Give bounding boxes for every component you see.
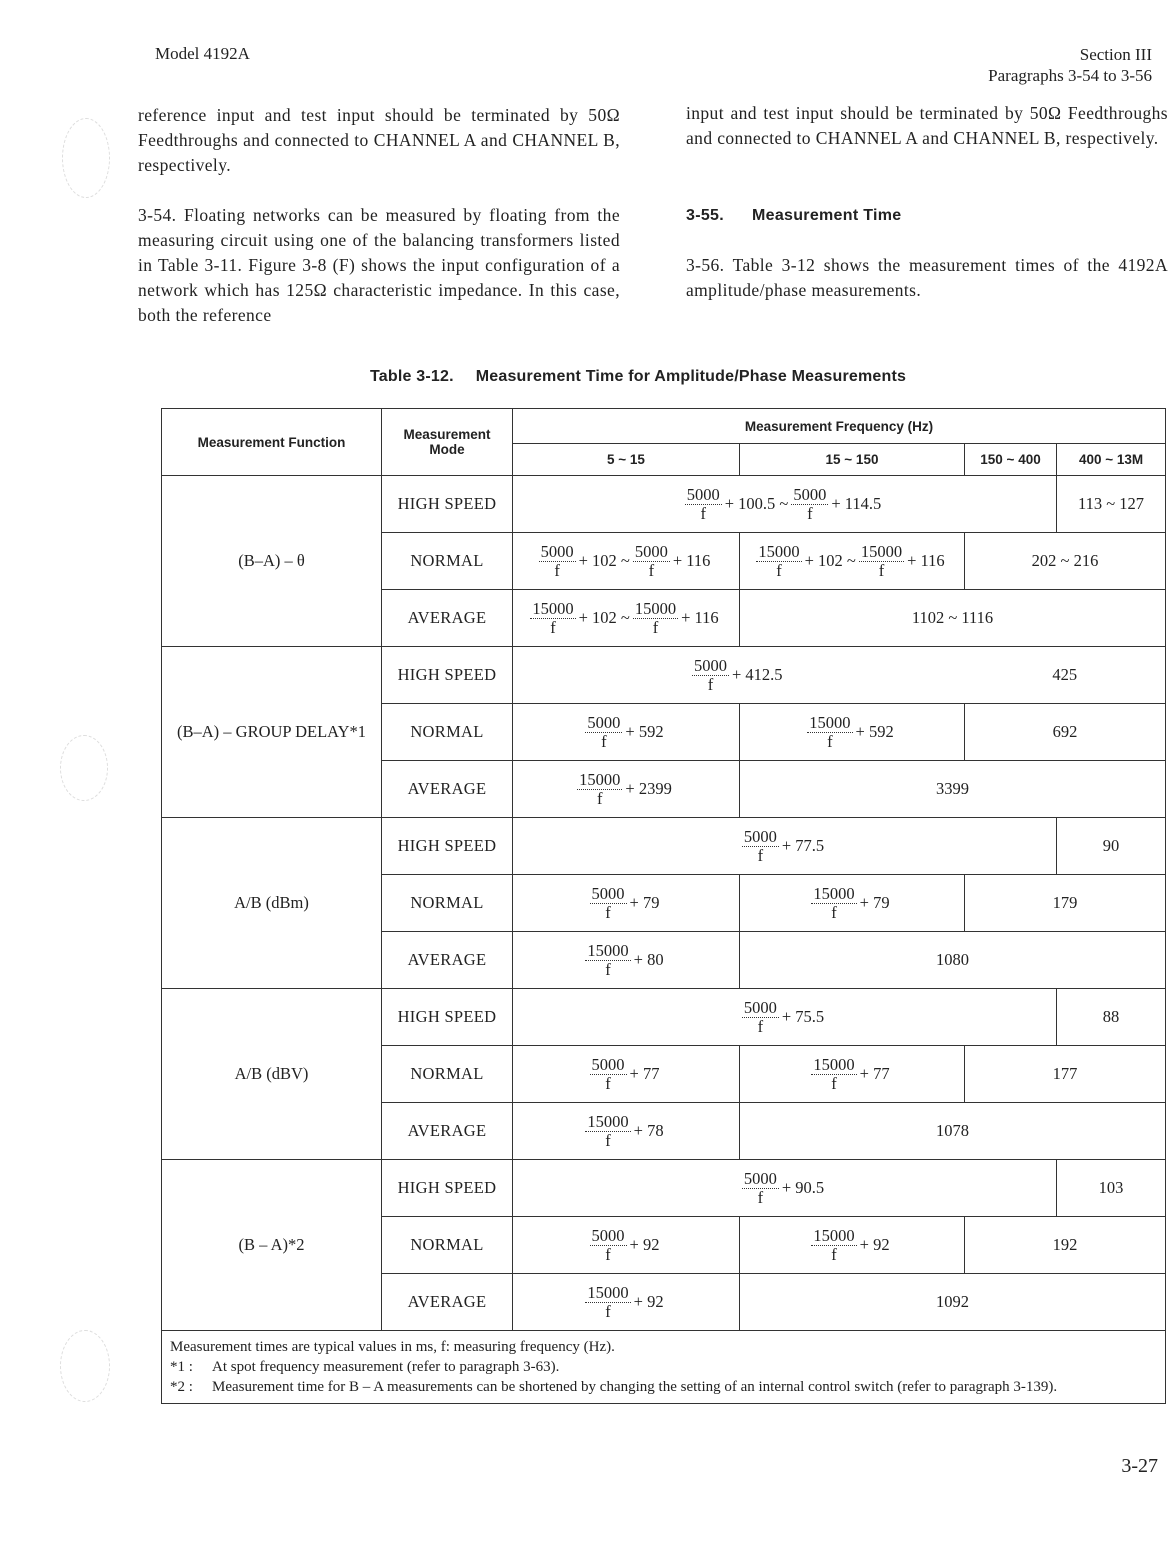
mode-normal: NORMAL (382, 533, 513, 590)
time-cell: 425 (965, 647, 1166, 704)
page-number: 3-27 (1121, 1455, 1158, 1477)
mode-average: AVERAGE (382, 932, 513, 989)
punch-hole-mark (60, 1330, 110, 1402)
time-cell: 113 ~ 127 (1057, 476, 1166, 533)
mode-high-speed: HIGH SPEED (382, 818, 513, 875)
time-cell: $\frac{5000}{f}$ + 102 ~ $\frac{5000}{f}$ + 116 (513, 533, 740, 590)
section-heading (686, 203, 1168, 228)
time-cell: $\frac{15000}{f}$ + 78 (513, 1103, 740, 1160)
mode-high-speed: HIGH SPEED (382, 647, 513, 704)
header-paragraphs: Paragraphs 3-54 to 3-56 (988, 66, 1152, 85)
note-1: *1 : At spot frequency measurement (refer to paragraph 3-63). (170, 1359, 560, 1375)
header-range-15-150: 15 ~ 150 (740, 444, 965, 476)
header-section-title: Section III (1079, 45, 1152, 64)
mode-normal: NORMAL (382, 704, 513, 761)
time-cell: $\frac{5000}{f}$ + 92 (513, 1217, 740, 1274)
left-para-1: reference input and test input should be terminated by 50Ω Feedthroughs and connected to CHANNEL A and CHANNEL B, respectively. (138, 105, 620, 175)
right-para-1: input and test input should be terminated by 50Ω Feedthroughs and connected to CHANNEL A and CHANNEL B, respectively. (686, 103, 1168, 148)
punch-hole-mark (60, 735, 108, 801)
time-cell: $\frac{15000}{f}$ + 2399 (513, 761, 740, 818)
time-cell: 88 (1057, 989, 1166, 1046)
table-title (370, 368, 906, 386)
mode-normal: NORMAL (382, 875, 513, 932)
time-cell: 179 (965, 875, 1166, 932)
header-frequency: Measurement Frequency (Hz) (513, 409, 1166, 444)
mode-high-speed: HIGH SPEED (382, 476, 513, 533)
time-cell: $\frac{15000}{f}$ + 92 (740, 1217, 965, 1274)
time-cell: 202 ~ 216 (965, 533, 1166, 590)
time-cell: 692 (965, 704, 1166, 761)
time-cell: $\frac{5000}{f}$ + 412.5 (513, 647, 965, 704)
time-cell: $\frac{15000}{f}$ + 102 ~ $\frac{15000}{f}$ + 116 (740, 533, 965, 590)
mode-normal: NORMAL (382, 1046, 513, 1103)
function-b-a-theta: (B–A) – θ (162, 476, 382, 647)
time-cell: 90 (1057, 818, 1166, 875)
mode-average: AVERAGE (382, 590, 513, 647)
time-cell: 103 (1057, 1160, 1166, 1217)
time-cell: $\frac{15000}{f}$ + 92 (513, 1274, 740, 1331)
time-cell: 1078 (740, 1103, 1166, 1160)
table-notes (162, 1331, 1166, 1404)
time-cell: $\frac{5000}{f}$ + 77 (513, 1046, 740, 1103)
header-mode: Measurement Mode (382, 409, 513, 476)
time-cell: 1102 ~ 1116 (740, 590, 1166, 647)
time-cell: $\frac{5000}{f}$ + 79 (513, 875, 740, 932)
time-cell: $\frac{5000}{f}$ + 100.5 ~ $\frac{5000}{f}$ + 114.5 (513, 476, 1057, 533)
header-range-5-15: 5 ~ 15 (513, 444, 740, 476)
mode-average: AVERAGE (382, 1274, 513, 1331)
time-cell: $\frac{5000}{f}$ + 75.5 (513, 989, 1057, 1046)
mode-high-speed: HIGH SPEED (382, 989, 513, 1046)
time-cell: 3399 (740, 761, 1166, 818)
table-caption: Measurement Time for Amplitude/Phase Measurements (475, 368, 907, 385)
right-column (686, 101, 1168, 303)
time-cell: $\frac{5000}{f}$ + 90.5 (513, 1160, 1057, 1217)
header-function: Measurement Function (162, 409, 382, 476)
time-cell: $\frac{15000}{f}$ + 80 (513, 932, 740, 989)
header-model: Model 4192A (155, 44, 250, 63)
time-cell: $\frac{15000}{f}$ + 592 (740, 704, 965, 761)
time-cell: $\frac{15000}{f}$ + 79 (740, 875, 965, 932)
mode-average: AVERAGE (382, 1103, 513, 1160)
note-general: Measurement times are typical values in ms, f: measuring frequency (Hz). (170, 1339, 615, 1355)
header-range-150-400: 150 ~ 400 (965, 444, 1057, 476)
mode-high-speed: HIGH SPEED (382, 1160, 513, 1217)
time-cell: 177 (965, 1046, 1166, 1103)
left-para-2: 3-54. Floating networks can be measured by floating from the measuring circuit using one of the balancing transformers listed in Table 3-11. Figure 3-8 (F) shows the input configuration of a network which has 125Ω characteristic impedance. In this case, both the reference (138, 205, 620, 325)
section-number: 3-55. (686, 207, 724, 224)
time-cell: $\frac{5000}{f}$ + 592 (513, 704, 740, 761)
header-section (988, 44, 1152, 86)
section-title: Measurement Time (752, 207, 902, 224)
function-ab-dbv: A/B (dBV) (162, 989, 382, 1160)
time-cell: $\frac{5000}{f}$ + 77.5 (513, 818, 1057, 875)
function-group-delay: (B–A) – GROUP DELAY*1 (162, 647, 382, 818)
time-cell: 192 (965, 1217, 1166, 1274)
time-cell: $\frac{15000}{f}$ + 102 ~ $\frac{15000}{f}$ + 116 (513, 590, 740, 647)
left-column (138, 103, 620, 328)
function-ab-dbm: A/B (dBm) (162, 818, 382, 989)
time-cell: 1092 (740, 1274, 1166, 1331)
function-b-minus-a: (B – A)*2 (162, 1160, 382, 1331)
note-2: *2 : Measurement time for B – A measurements can be shortened by changing the setting of an internal control switch (refer to paragraph 3-139). (170, 1379, 1058, 1395)
right-para-2: 3-56. Table 3-12 shows the measurement times of the 4192A amplitude/phase measurements. (686, 255, 1168, 300)
time-cell: 1080 (740, 932, 1166, 989)
mode-average: AVERAGE (382, 761, 513, 818)
table-label: Table 3-12. (370, 368, 454, 385)
header-range-400-13m: 400 ~ 13M (1057, 444, 1166, 476)
measurement-time-table (161, 408, 1166, 1404)
time-cell: $\frac{15000}{f}$ + 77 (740, 1046, 965, 1103)
mode-normal: NORMAL (382, 1217, 513, 1274)
punch-hole-mark (62, 118, 110, 198)
